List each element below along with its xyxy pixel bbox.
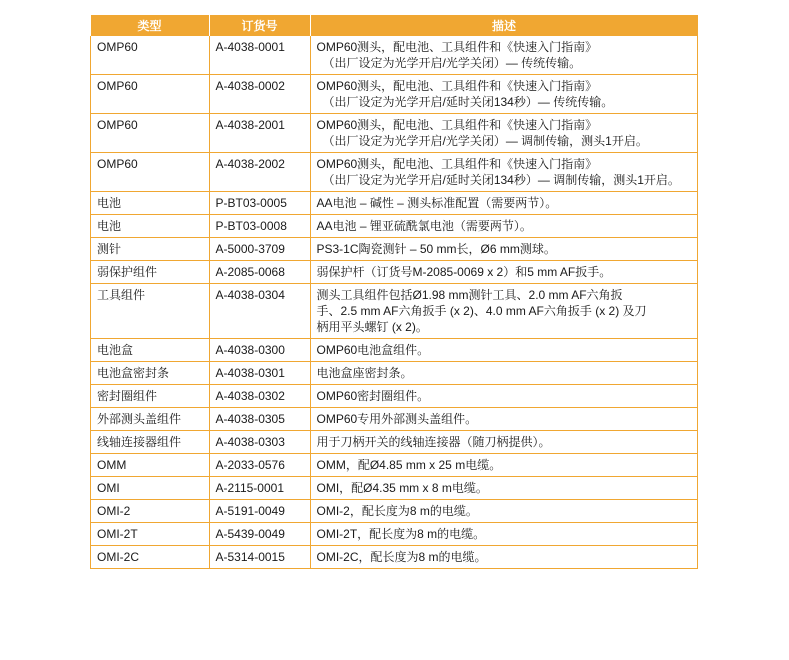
cell-order-code: A-4038-2001	[209, 114, 310, 153]
cell-order-code: A-2085-0068	[209, 261, 310, 284]
description-line: 弱保护杆（订货号M-2085-0069 x 2）和5 mm AF扳手。	[316, 265, 612, 279]
cell-description	[310, 284, 698, 339]
cell-order-code: A-4038-0302	[209, 385, 310, 408]
description-line: OMM，配Ø4.85 mm x 25 m电缆。	[316, 458, 502, 472]
description-line: OMI-2C，配长度为8 m的电缆。	[316, 550, 487, 564]
cell-order-code: A-4038-0305	[209, 408, 310, 431]
cell-description	[310, 523, 698, 546]
cell-order-code: A-5191-0049	[209, 500, 310, 523]
cell-order-code: A-4038-0300	[209, 339, 310, 362]
table-row	[91, 261, 698, 284]
cell-order-code: A-2033-0576	[209, 454, 310, 477]
table-row	[91, 454, 698, 477]
description-line: OMP60测头，配电池、工具组件和《快速入门指南》	[316, 40, 598, 54]
table-row	[91, 408, 698, 431]
description-line: 用于刀柄开关的线轴连接器（随刀柄提供）。	[316, 435, 551, 449]
cell-description	[310, 454, 698, 477]
cell-order-code: A-4038-0002	[209, 75, 310, 114]
table-row	[91, 238, 698, 261]
description-line: 电池盒座密封条。	[316, 366, 413, 380]
table-row	[91, 385, 698, 408]
header-row	[91, 15, 698, 36]
cell-description	[310, 114, 698, 153]
cell-order-code: P-BT03-0008	[209, 215, 310, 238]
cell-type: 测针	[91, 238, 210, 261]
cell-order-code: A-4038-0301	[209, 362, 310, 385]
cell-order-code: A-5000-3709	[209, 238, 310, 261]
description-line: AA电池 – 碱性 – 测头标准配置（需要两节）。	[316, 196, 558, 210]
description-line: OMP60专用外部测头盖组件。	[316, 412, 478, 426]
cell-description	[310, 75, 698, 114]
cell-type: OMI-2T	[91, 523, 210, 546]
cell-type: 电池	[91, 215, 210, 238]
cell-order-code: A-4038-0001	[209, 36, 310, 75]
description-line: OMP60密封圈组件。	[316, 389, 430, 403]
description-line: OMP60测头，配电池、工具组件和《快速入门指南》	[316, 79, 598, 93]
cell-description	[310, 362, 698, 385]
cell-order-code: A-4038-0304	[209, 284, 310, 339]
description-line: （出厂设定为光学开启/延时关闭134秒）— 传统传输。	[322, 95, 614, 109]
description-line: 柄用平头螺钉 (x 2)。	[316, 320, 428, 334]
header-type: 类型	[91, 15, 210, 36]
description-line: OMI-2，配长度为8 m的电缆。	[316, 504, 478, 518]
cell-description	[310, 339, 698, 362]
cell-type: 工具组件	[91, 284, 210, 339]
cell-type: OMP60	[91, 114, 210, 153]
header-description: 描述	[310, 15, 698, 36]
cell-type: 弱保护组件	[91, 261, 210, 284]
cell-description	[310, 153, 698, 192]
cell-type: OMI-2	[91, 500, 210, 523]
cell-description	[310, 385, 698, 408]
cell-type: OMP60	[91, 36, 210, 75]
cell-order-code: A-4038-0303	[209, 431, 310, 454]
parts-table	[90, 15, 698, 569]
description-line: OMP60测头，配电池、工具组件和《快速入门指南》	[316, 118, 598, 132]
cell-type: OMM	[91, 454, 210, 477]
table-row	[91, 153, 698, 192]
cell-type: OMI	[91, 477, 210, 500]
table-row	[91, 75, 698, 114]
table-row	[91, 339, 698, 362]
table-row	[91, 362, 698, 385]
cell-description	[310, 36, 698, 75]
cell-order-code: P-BT03-0005	[209, 192, 310, 215]
description-line: （出厂设定为光学开启/光学关闭）— 调制传输，测头1开启。	[322, 134, 648, 148]
cell-description	[310, 500, 698, 523]
cell-type: OMP60	[91, 75, 210, 114]
cell-type: OMI-2C	[91, 546, 210, 569]
cell-type: 线轴连接器组件	[91, 431, 210, 454]
table-header	[91, 15, 698, 36]
cell-description	[310, 431, 698, 454]
table-row	[91, 500, 698, 523]
table-row	[91, 114, 698, 153]
table-row	[91, 284, 698, 339]
description-line: OMP60电池盒组件。	[316, 343, 430, 357]
cell-order-code: A-5314-0015	[209, 546, 310, 569]
cell-description	[310, 192, 698, 215]
table-row	[91, 523, 698, 546]
description-line: PS3-1C陶瓷测针 – 50 mm长，Ø6 mm测球。	[316, 242, 556, 256]
description-line: AA电池 – 锂亚硫酰氯电池（需要两节）。	[316, 219, 532, 233]
table-row	[91, 477, 698, 500]
cell-order-code: A-4038-2002	[209, 153, 310, 192]
cell-type: 电池盒密封条	[91, 362, 210, 385]
cell-description	[310, 215, 698, 238]
table-row	[91, 546, 698, 569]
cell-type: 电池盒	[91, 339, 210, 362]
table-row	[91, 36, 698, 75]
description-line: （出厂设定为光学开启/延时关闭134秒）— 调制传输，测头1开启。	[322, 173, 680, 187]
cell-type: 电池	[91, 192, 210, 215]
cell-type: 密封圈组件	[91, 385, 210, 408]
table-row	[91, 215, 698, 238]
description-line: （出厂设定为光学开启/光学关闭）— 传统传输。	[322, 56, 582, 70]
description-line: OMI-2T，配长度为8 m的电缆。	[316, 527, 486, 541]
cell-order-code: A-2115-0001	[209, 477, 310, 500]
cell-description	[310, 546, 698, 569]
cell-description	[310, 261, 698, 284]
table-body	[91, 36, 698, 569]
cell-type: 外部测头盖组件	[91, 408, 210, 431]
cell-description	[310, 408, 698, 431]
cell-description	[310, 477, 698, 500]
header-order-code: 订货号	[209, 15, 310, 36]
table-row	[91, 192, 698, 215]
cell-description	[310, 238, 698, 261]
description-line: 测头工具组件包括Ø1.98 mm测针工具、2.0 mm AF六角扳	[316, 288, 623, 302]
cell-order-code: A-5439-0049	[209, 523, 310, 546]
cell-type: OMP60	[91, 153, 210, 192]
description-line: OMI，配Ø4.35 mm x 8 m电缆。	[316, 481, 488, 495]
description-line: OMP60测头，配电池、工具组件和《快速入门指南》	[316, 157, 598, 171]
description-line: 手、2.5 mm AF六角扳手 (x 2)、4.0 mm AF六角扳手 (x 2) 及刀	[316, 304, 647, 318]
table-row	[91, 431, 698, 454]
